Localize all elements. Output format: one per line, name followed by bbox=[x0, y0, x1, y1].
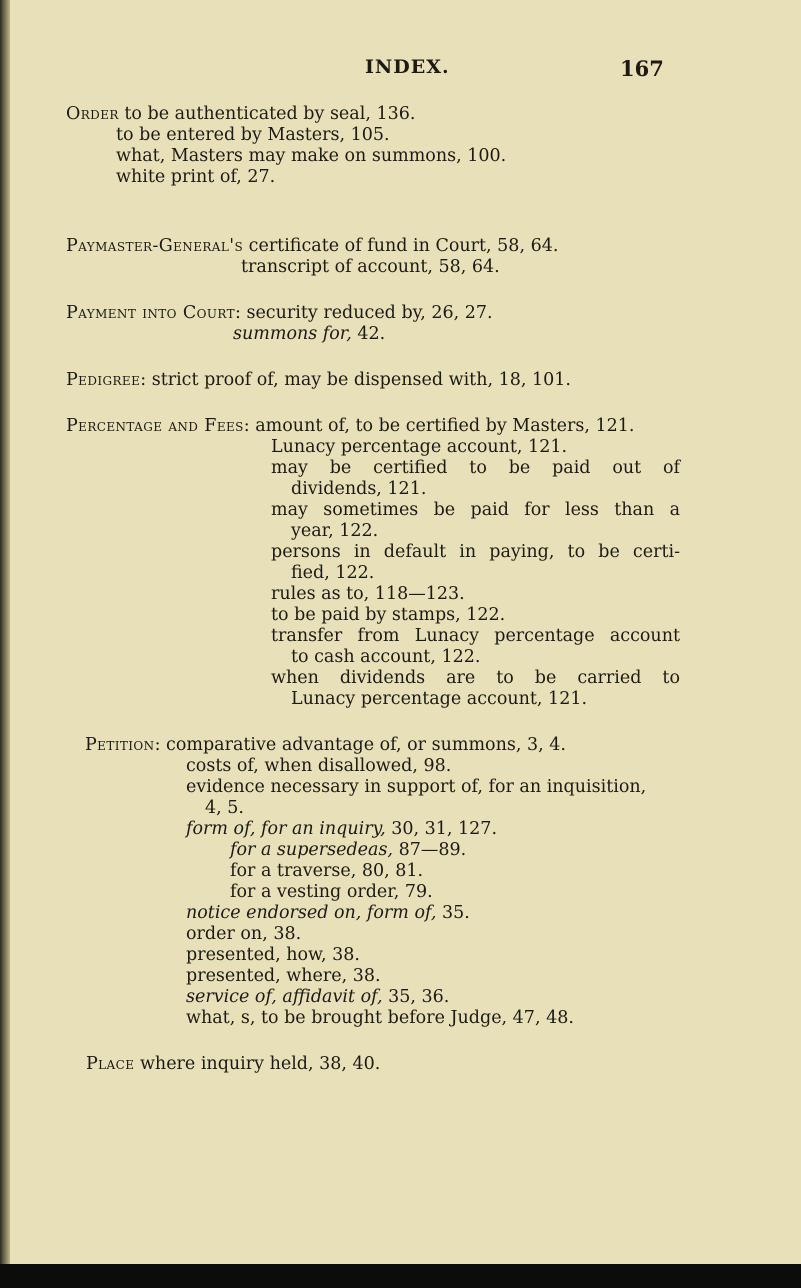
entry-line: persons in default in paying, to be certi- bbox=[271, 542, 680, 562]
entry-heading: Order bbox=[66, 104, 119, 124]
entry-line: what, s, to be brought before Judge, 47, 48. bbox=[186, 1008, 574, 1028]
page-bottom-edge bbox=[0, 1264, 801, 1288]
entry-line: : amount of, to be certified by Masters, 121. bbox=[243, 416, 635, 436]
index-entry-place bbox=[0, 1054, 801, 1075]
entry-line: 87—89. bbox=[393, 840, 467, 860]
entry-line: certificate of fund in Court, 58, 64. bbox=[248, 236, 559, 256]
entry-line: when dividends are to be carried to bbox=[271, 668, 680, 688]
entry-line: may be certified to be paid out of bbox=[271, 458, 680, 478]
entry-line-italic: form of, for an inquiry, bbox=[186, 819, 386, 839]
entry-line: to be paid by stamps, 122. bbox=[271, 605, 506, 625]
entry-line: transcript of account, 58, 64. bbox=[241, 257, 500, 277]
entry-heading: Place bbox=[86, 1054, 135, 1074]
index-entry-paymaster-general bbox=[0, 236, 801, 278]
entry-line: Lunacy percentage account, 121. bbox=[291, 689, 588, 709]
entry-line-italic: summons for, bbox=[233, 324, 352, 344]
index-content bbox=[0, 104, 801, 1100]
entry-heading: Paymaster-General's bbox=[66, 236, 244, 256]
entry-line: where inquiry held, 38, 40. bbox=[139, 1054, 381, 1074]
entry-line: may sometimes be paid for less than a bbox=[271, 500, 680, 520]
entry-line: presented, how, 38. bbox=[186, 945, 360, 965]
entry-line: fied, 122. bbox=[291, 563, 375, 583]
index-entry-order bbox=[0, 104, 801, 188]
entry-line: : comparative advantage of, or summons, 3, 4. bbox=[154, 735, 566, 755]
page-number: 167 bbox=[620, 56, 664, 81]
page-header bbox=[0, 56, 801, 86]
entry-line: 42. bbox=[351, 324, 386, 344]
entry-line: 4, 5. bbox=[205, 798, 244, 818]
index-entry-payment-into-court bbox=[0, 303, 801, 345]
entry-line: to be entered by Masters, 105. bbox=[116, 125, 390, 145]
entry-line: order on, 38. bbox=[186, 924, 302, 944]
entry-line-italic: for a supersedeas, bbox=[230, 840, 393, 860]
entry-line-italic: notice endorsed on, form of, bbox=[186, 903, 437, 923]
entry-line: 30, 31, 127. bbox=[385, 819, 498, 839]
entry-line: what, Masters may make on summons, 100. bbox=[116, 146, 507, 166]
entry-line: : security reduced by, 26, 27. bbox=[235, 303, 493, 323]
entry-line: 35, 36. bbox=[382, 987, 450, 1007]
entry-line: transfer from Lunacy percentage account bbox=[271, 626, 680, 646]
entry-line: to cash account, 122. bbox=[291, 647, 481, 667]
entry-heading: Pedigree bbox=[66, 370, 141, 390]
entry-line: evidence necessary in support of, for an inquisition, bbox=[186, 777, 647, 797]
entry-line: for a traverse, 80, 81. bbox=[230, 861, 424, 881]
index-entry-pedigree bbox=[0, 370, 801, 391]
entry-line-italic: service of, affidavit of, bbox=[186, 987, 383, 1007]
entry-line: : strict proof of, may be dispensed with, 18, 101. bbox=[140, 370, 571, 390]
index-entry-petition bbox=[0, 735, 801, 1029]
entry-line: 35. bbox=[436, 903, 470, 923]
running-title: INDEX. bbox=[365, 56, 450, 78]
entry-heading: Petition bbox=[85, 735, 155, 755]
entry-line: for a vesting order, 79. bbox=[230, 882, 433, 902]
entry-line: year, 122. bbox=[291, 521, 379, 541]
entry-heading: Payment into Court bbox=[66, 303, 236, 323]
entry-line: Lunacy percentage account, 121. bbox=[271, 437, 568, 457]
entry-line: presented, where, 38. bbox=[186, 966, 381, 986]
entry-line: costs of, when disallowed, 98. bbox=[186, 756, 452, 776]
entry-heading: Percentage and Fees bbox=[66, 416, 244, 436]
entry-line: rules as to, 118—123. bbox=[271, 584, 465, 604]
entry-line: dividends, 121. bbox=[291, 479, 427, 499]
entry-line: to be authenticated by seal, 136. bbox=[124, 104, 416, 124]
entry-line: white print of, 27. bbox=[116, 167, 276, 187]
index-entry-percentage-and-fees bbox=[0, 416, 801, 710]
